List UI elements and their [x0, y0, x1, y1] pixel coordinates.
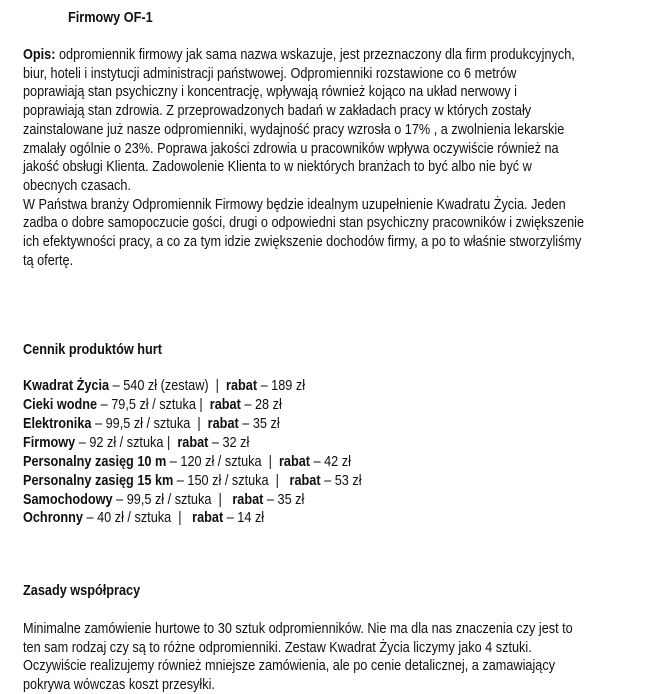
discount-label: rabat — [177, 435, 209, 451]
description-line: zmalały ogólnie o 23%. Poprawa jakości zdrowia u pracowników wpływa oczywiście również na — [23, 140, 559, 157]
price-row — [23, 472, 362, 490]
price-row — [23, 491, 304, 509]
discount-value: – 14 zł — [223, 510, 265, 526]
discount-label: rabat — [232, 492, 264, 508]
description-label: Opis: — [23, 47, 56, 63]
description-line: W Państwa branży Odpromiennik Firmowy będzie idealnym uzupełnienie Kwadratu Życia. Jeden — [23, 196, 566, 213]
description-line: tą ofertę. — [23, 252, 74, 269]
description-line: zainstalowane już nasze odpromienniki, wydajność pracy wzrosła o 17% , a zwolnienia lekarskie — [23, 121, 565, 138]
separator: | — [163, 435, 178, 451]
description-text: odpromiennik firmowy jak sama nazwa wskazuje, jest przeznaczony dla firm produkcyjnych, — [55, 47, 575, 63]
product-price: – 99,5 zł / sztuka — [91, 416, 191, 432]
cooperation-heading: Zasady współpracy — [23, 583, 141, 599]
discount-label: rabat — [209, 397, 241, 413]
description-line: obecnych czasach. — [23, 177, 131, 194]
cooperation-line: ten sam rodzaj czy są to różne odpromienniki. Zestaw Kwadrat Życia liczymy jako 4 sztuki. — [23, 639, 532, 656]
product-price: – 40 zł / sztuka — [82, 510, 172, 526]
product-name: Ochronny — [23, 510, 83, 526]
separator: | — [195, 397, 210, 413]
description-line — [23, 46, 575, 64]
discount-value: – 32 zł — [208, 435, 250, 451]
separator: | — [171, 510, 193, 526]
separator: | — [268, 473, 290, 489]
discount-value: – 53 zł — [320, 473, 362, 489]
document-title: Firmowy OF-1 — [68, 10, 153, 26]
discount-label: rabat — [226, 378, 258, 394]
description-line: poprawiają stan zdrowia. Z przeprowadzonych badań w zakładach pracy w których zostały — [23, 103, 532, 120]
product-name: Personalny zasięg 10 m — [23, 454, 167, 470]
separator: | — [190, 416, 208, 432]
product-price: – 540 zł (zestaw) — [109, 378, 209, 394]
description-line: jakość obsługi Klienta. Zadowolenie Klienta to w niektórych branżach to być albo nie być w — [23, 159, 532, 176]
product-name: Cieki wodne — [23, 397, 98, 413]
price-row — [23, 509, 264, 527]
price-row — [23, 453, 351, 471]
discount-value: – 35 zł — [238, 416, 280, 432]
product-name: Samochodowy — [23, 492, 113, 508]
description-line: biur, hoteli i instytucji administracji państwowej. Odpromienniki rozstawione co 6 metrów — [23, 65, 517, 82]
discount-label: rabat — [278, 454, 311, 470]
discount-value: – 28 zł — [240, 397, 282, 413]
description-line: poprawiają stan psychiczny i koncentrację, wpływają również kojąco na układ nerwowy i — [23, 84, 517, 101]
discount-label: rabat — [289, 473, 321, 489]
product-price: – 120 zł / sztuka — [166, 454, 262, 470]
product-name: Kwadrat Życia — [23, 378, 110, 394]
separator: | — [208, 378, 227, 394]
discount-value: – 35 zł — [263, 492, 305, 508]
price-row — [23, 415, 280, 433]
product-price: – 150 zł / sztuka — [173, 473, 269, 489]
product-price: – 79,5 zł / sztuka — [97, 397, 196, 413]
discount-value: – 42 zł — [310, 454, 351, 470]
discount-value: – 189 zł — [257, 378, 306, 394]
discount-label: rabat — [192, 510, 224, 526]
price-row — [23, 377, 305, 395]
description-line: ich efektywności pracy, a co za tym idzie zwiększenie dochodów firmy, a po to właśnie stworzyliśmy — [23, 234, 582, 250]
cooperation-line: Oczywiście realizujemy również mniejsze zamówienia, ale po cenie detalicznej, a zamawiający — [23, 658, 556, 675]
product-name: Firmowy — [23, 435, 76, 451]
product-price: – 99,5 zł / sztuka — [112, 492, 212, 508]
price-row — [23, 434, 249, 452]
description-line: zadba o dobre samopoczucie gości, drugi o odpowiedni stan psychiczny pracowników i zwiększenie — [23, 215, 585, 232]
discount-label: rabat — [207, 416, 239, 432]
product-name: Personalny zasięg 15 km — [23, 473, 174, 489]
product-price: – 92 zł / sztuka — [75, 435, 164, 451]
separator: | — [211, 492, 233, 508]
price-row — [23, 396, 282, 414]
price-list-heading: Cennik produktów hurt — [23, 342, 162, 358]
cooperation-line: pokrywa wówczas koszt przesyłki. — [23, 677, 215, 694]
cooperation-line: Minimalne zamówienie hurtowe to 30 sztuk odpromienników. Nie ma dla nas znaczenia czy jest to — [23, 621, 573, 637]
separator: | — [261, 454, 279, 470]
product-name: Elektronika — [23, 416, 92, 432]
